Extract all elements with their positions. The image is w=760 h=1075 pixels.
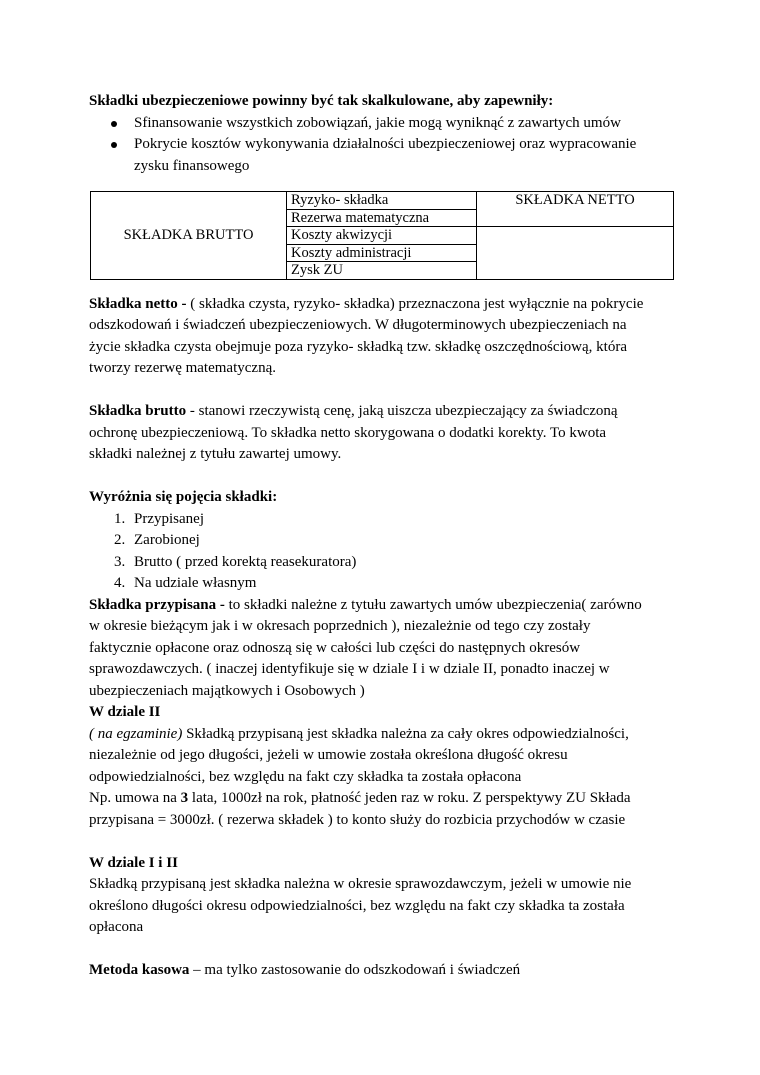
list-item: 1. Przypisanej bbox=[114, 510, 204, 527]
section-ii-text: ( na egzaminie) Składką przypisaną jest składka należna za cały okres odpowiedzialności, niezależnie od jego długości, jeżeli w umowie została określona długość okresu odpowiedzialności, bez względu na fakt czy składka ta została opłacona Np. umowa na 3 lata, 1000zł na rok, płatność jeden raz w roku. Z perspektywy ZU Składa przypisana = 3000zł. ( rezerwa składek ) to konto służy do rozbicia przychodów w czasie bbox=[89, 725, 631, 828]
empty-cell bbox=[477, 227, 674, 280]
net-premium-definition: Składka netto - ( składka czysta, ryzyko- składka) przeznaczona jest wyłącznie na pokrycie odszkodowań i świadczeń ubezpieczeniowych. W długoterminowych ubezpieczeniach na życie składka czysta obejmuje poza ryzyko- składką tzw. składkę oszczędnościową, która tworzy rezerwę matematyczną. bbox=[89, 295, 644, 376]
component-cell: Koszty akwizycji bbox=[287, 227, 477, 245]
bullet-item: Sfinansowanie wszystkich zobowiązań, jakie mogą wyniknąć z zawartych umów bbox=[89, 113, 674, 135]
list-item: 3. Brutto ( przed korektą reasekuratora) bbox=[114, 553, 357, 570]
exam-note: ( na egzaminie) bbox=[89, 725, 183, 742]
term: Składka brutto bbox=[89, 403, 187, 419]
concepts-heading: Wyróżnia się pojęcia składki: bbox=[89, 489, 278, 505]
bullet-item: Pokrycie kosztów wykonywania działalności ubezpieczeniowej oraz wypracowanie bbox=[89, 134, 674, 156]
term: Metoda kasowa bbox=[89, 962, 190, 978]
gross-premium-cell: SKŁADKA BRUTTO bbox=[91, 192, 287, 280]
component-cell: Zysk ZU bbox=[287, 262, 477, 280]
bullet-list bbox=[89, 113, 674, 156]
bullet-continuation: zysku finansowego bbox=[134, 157, 250, 174]
net-premium-cell: SKŁADKA NETTO bbox=[477, 192, 674, 227]
component-cell: Rezerwa matematyczna bbox=[287, 209, 477, 227]
list-item: 2. Zarobionej bbox=[114, 532, 200, 548]
premium-table bbox=[90, 191, 674, 280]
term: Składka netto - bbox=[89, 295, 187, 312]
component-cell: Ryzyko- składka bbox=[287, 192, 477, 210]
document-body bbox=[89, 91, 674, 982]
section-i-ii-text: Składką przypisaną jest składka należna w okresie sprawozdawczym, jeżeli w umowie nie określono długości okresu odpowiedzialności, bez względu na fakt czy składka ta została opłacona bbox=[89, 876, 632, 935]
numbered-list bbox=[89, 509, 674, 595]
cash-method-line: Metoda kasowa – ma tylko zastosowanie do odszkodowań i świadczeń bbox=[89, 962, 521, 978]
list-item: 4. Na udziale własnym bbox=[114, 575, 257, 591]
section-heading: W dziale II bbox=[89, 704, 161, 720]
term: Składka przypisana - bbox=[89, 596, 225, 613]
component-cell: Koszty administracji bbox=[287, 244, 477, 262]
gross-premium-definition: Składka brutto - stanowi rzeczywistą cenę, jaką uiszcza ubezpieczający za świadczoną ochronę ubezpieczeniową. To składka netto skorygowana o dodatki korekty. To kwota składki należnej z tytułu zawartej umowy. bbox=[89, 403, 618, 462]
section-heading: W dziale I i II bbox=[89, 854, 178, 871]
section-heading: Składki ubezpieczeniowe powinny być tak skalkulowane, aby zapewniły: bbox=[89, 93, 554, 109]
written-premium-definition: Składka przypisana - to składki należne z tytułu zawartych umów ubezpieczenia( zarówno w okresie bieżącym jak i w okresach poprzednich ), niezależnie od tego czy zostały faktycznie opłacone oraz odnoszą się w całości lub części do następnych okresów sprawozdawczych. ( inaczej identyfikuje się w dziale I i w dziale II, ponadto inaczej w ubezpieczeniach majątkowych i Osobowych ) bbox=[89, 596, 642, 699]
